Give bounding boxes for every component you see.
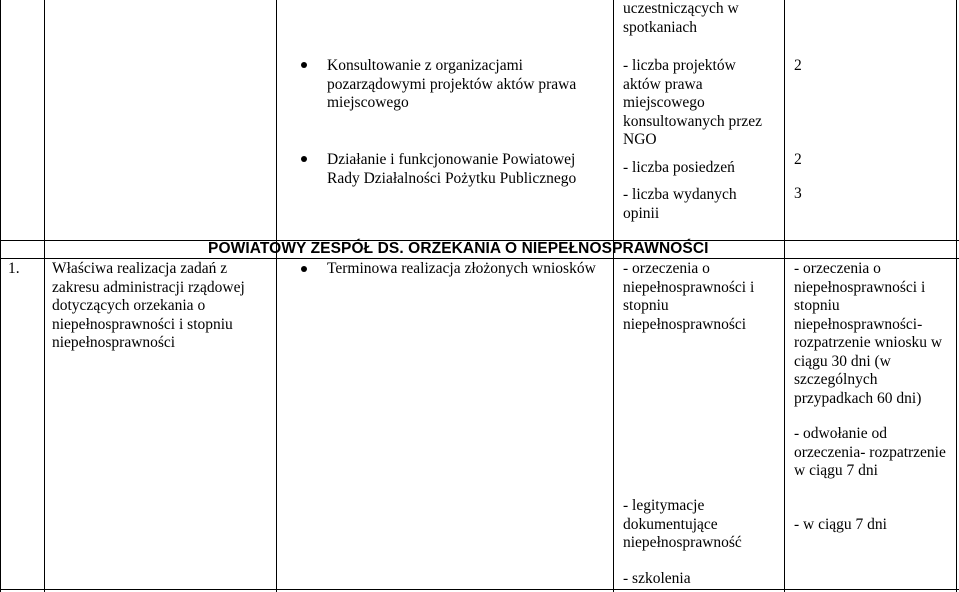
measure-opinions: - liczba wydanych opinii [623,186,737,222]
value-meetings: 2 [794,151,802,168]
bullet-icon [301,156,307,162]
value-opinions: 3 [794,185,802,202]
measure-decisions: - orzeczenia o niepełnosprawności i stopniu niepełnosprawności [623,260,755,333]
table-left-border [0,0,1,592]
bullet-icon [301,62,307,68]
measure-training: - szkolenia [623,570,691,587]
action-item-council: Działanie i funkcjonowanie Powiatowej Rady Działalności Pożytku Publicznego [327,151,577,187]
action-timely-processing: Terminowa realizacja złożonych wniosków [327,260,596,277]
table-right-border [956,0,957,592]
measure-id-cards: - legitymacje dokumentujące niepełnosprawność [623,497,742,551]
section-header: POWIATOWY ZESPÓŁ DS. ORZEKANIA O NIEPEŁNOSPRAWNOŚCI [208,240,709,257]
column-divider-4 [784,0,785,592]
column-divider-3 [613,0,614,592]
value-projects: 2 [794,57,802,74]
task-description: Właściwa realizacja zadań z zakresu administracji rządowej dotyczących orzekania o niepełnosprawności i stopniu niepełnosprawności [52,260,245,351]
value-decision-deadline: - orzeczenia o niepełnosprawności i stopniu niepełnosprawności- rozpatrzenie wniosku w ciągu 30 dni (w szczególnych przypadkach 60 dni) [794,260,943,407]
value-id-card-deadline: - w ciągu 7 dni [794,516,887,533]
column-divider-2 [276,0,277,592]
table-bottom-border [0,589,959,590]
measure-meetings: - liczba posiedzeń [623,158,735,176]
bullet-icon [301,266,307,272]
action-item-consultation: Konsultowanie z organizacjami pozarządowymi projektów aktów prawa miejscowego [327,57,577,111]
row-number: 1. [8,260,20,277]
value-appeal-deadline: - odwołanie od orzeczenia- rozpatrzenie w ciągu 7 dni [794,425,946,479]
column-divider-1 [44,0,45,592]
top-measures-list [623,57,771,223]
measure-continued-text: uczestniczących w spotkaniach [623,0,739,36]
measure-projects: - liczba projektów aktów prawa miejscowego konsultowanych przez NGO [623,57,763,148]
